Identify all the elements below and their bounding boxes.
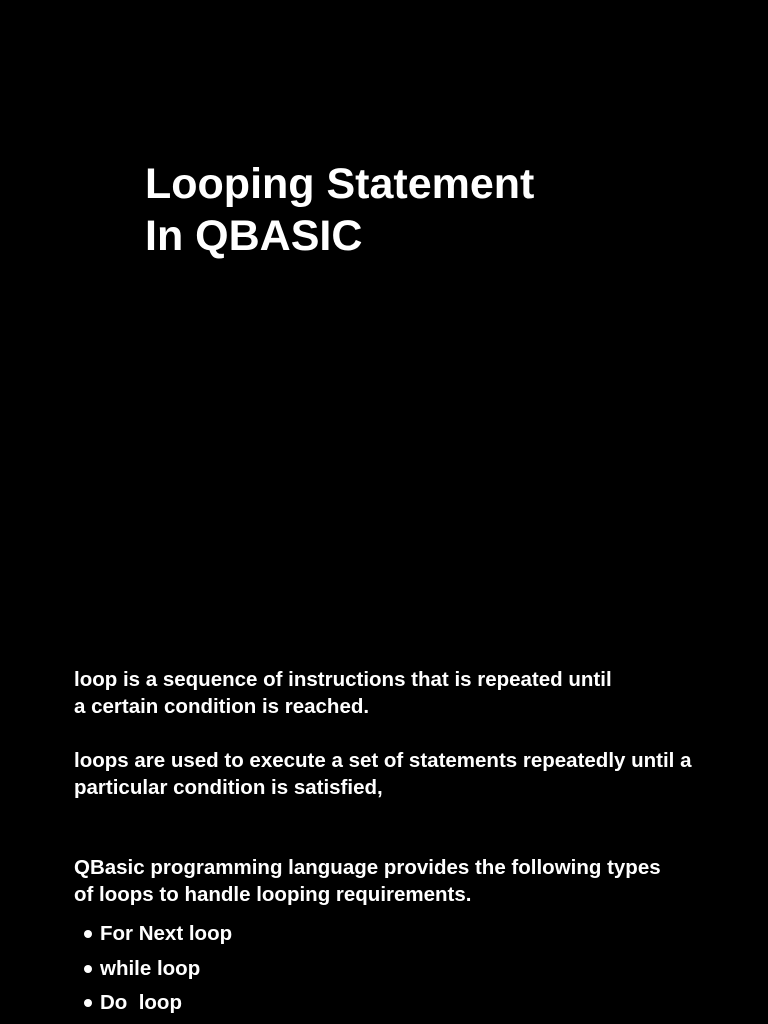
paragraph-line: QBasic programming language provides the following types (74, 856, 661, 879)
list-item-label: while loop (100, 956, 201, 980)
loop-types-intro-paragraph (74, 854, 764, 908)
slide-body (74, 666, 764, 1021)
list-item-label: Do loop (100, 991, 182, 1014)
bullet-icon (84, 999, 92, 1007)
title-line-1: Looping Statement (145, 160, 535, 208)
bullet-icon (84, 965, 92, 973)
loop-definition-paragraph (74, 666, 764, 720)
slide-title (145, 158, 534, 262)
paragraph-line: particular condition is satisfied, (74, 776, 383, 799)
list-item (74, 917, 764, 952)
list-item (74, 986, 764, 1021)
bullet-icon (84, 930, 92, 938)
list-item-label: For Next loop (100, 922, 233, 945)
paragraph-line: loop is a sequence of instructions that is repeated until (74, 668, 612, 691)
paragraph-line: of loops to handle looping requirements. (74, 883, 472, 906)
loop-types-list (74, 917, 764, 1021)
list-item (74, 952, 764, 987)
paragraph-line: loops are used to execute a set of statements repeatedly until a (74, 749, 692, 772)
title-line-2: In QBASIC (145, 212, 363, 260)
paragraph-line: a certain condition is reached. (74, 695, 370, 718)
loop-usage-paragraph (74, 747, 764, 801)
